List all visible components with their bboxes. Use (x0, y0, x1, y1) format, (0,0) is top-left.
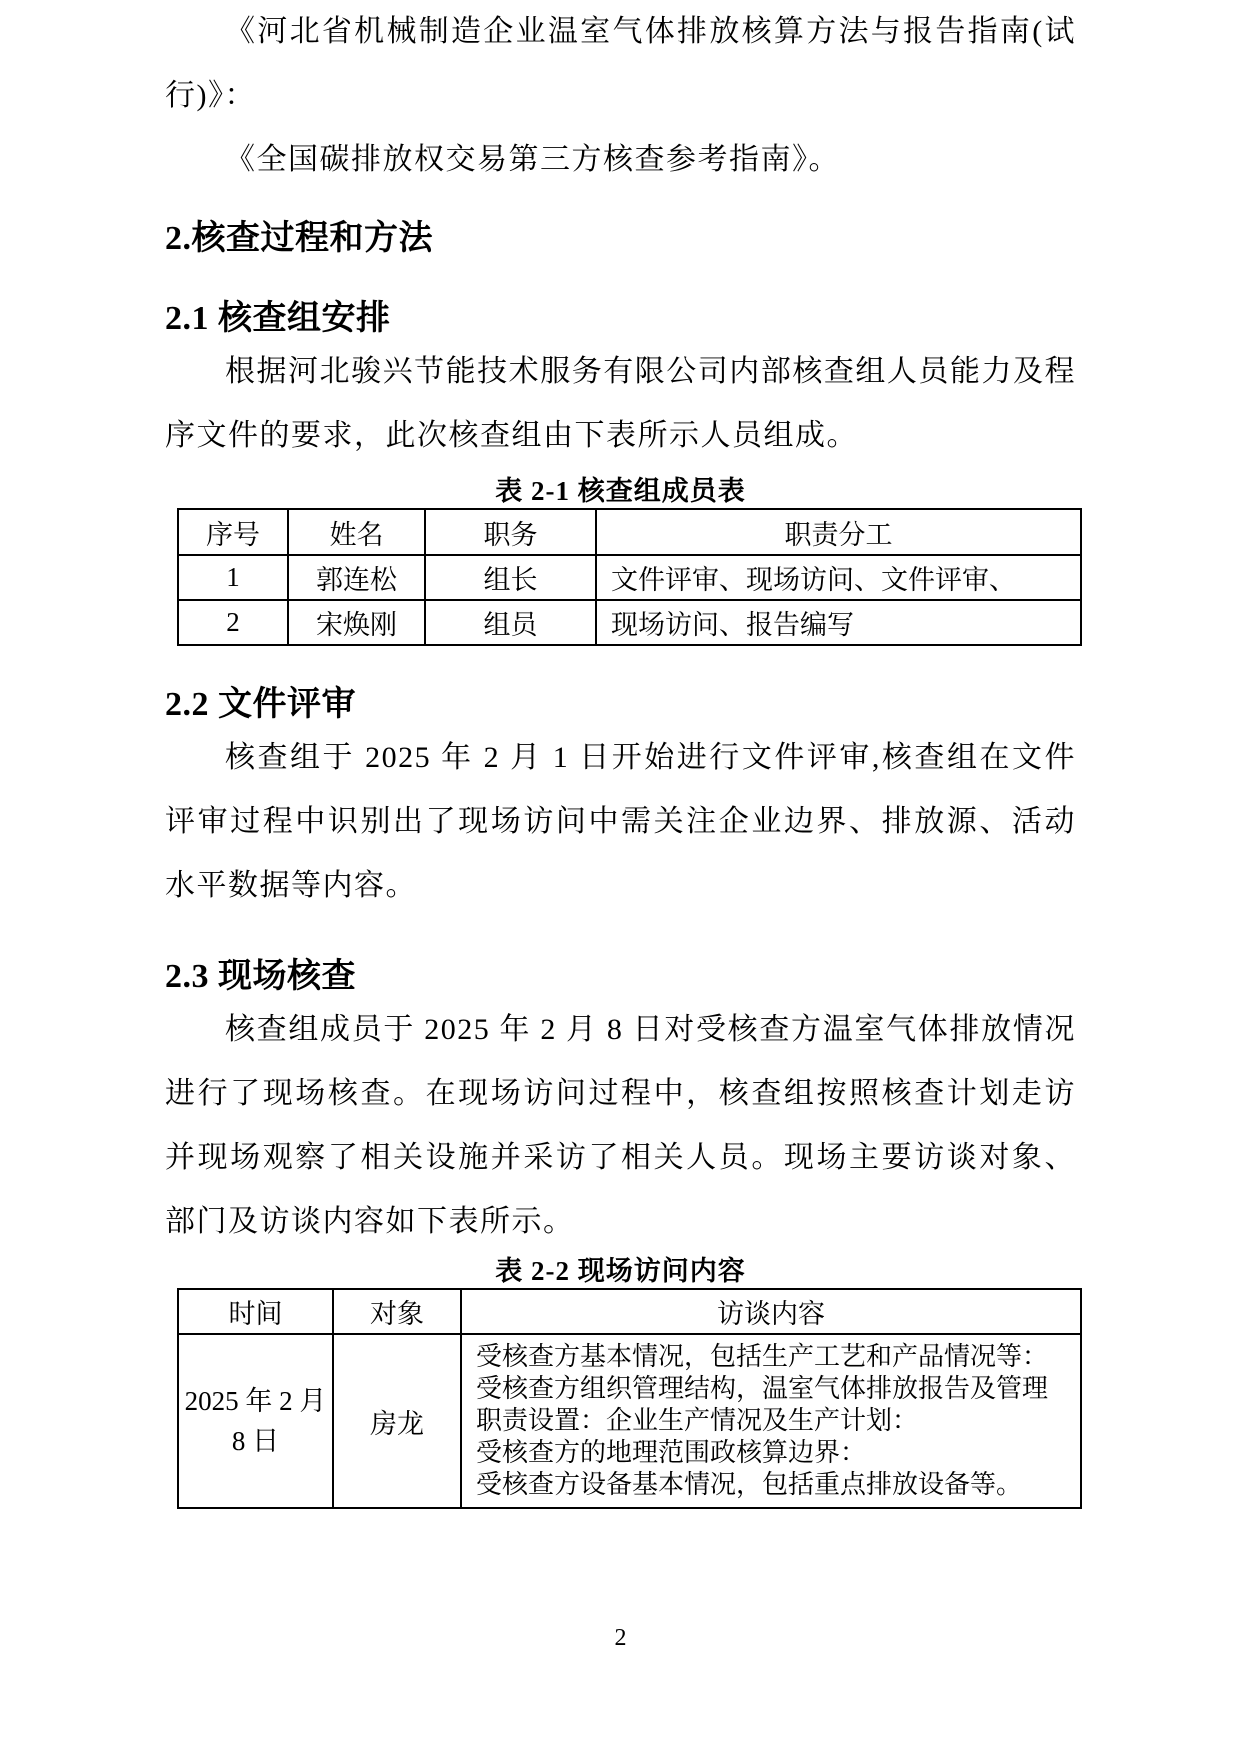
interview-content-line: 受核查方基本情况，包括生产工艺和产品情况等： (476, 1342, 1049, 1371)
column-header-xingming: 姓名 (288, 509, 425, 555)
reference-item-2: 《全国碳排放权交易第三方核查参考指南》。 (225, 143, 840, 176)
column-header-xuhao: 序号 (178, 509, 288, 555)
table-row (178, 555, 1081, 600)
section-2-2-paragraph: 核查组于 2025 年 2 月 1 日开始进行文件评审,核查组在文件评审过程中识别出了现场访问中需关注企业边界、排放源、活动水平数据等内容。 (165, 741, 1076, 902)
column-header-zhiwu: 职务 (425, 509, 596, 555)
section-2-3-heading: 2.3 现场核查 (165, 958, 356, 995)
table-2-1 (177, 508, 1082, 646)
table-row (178, 600, 1081, 645)
cell-duties: 文件评审、现场访问、文件评审、 (596, 555, 1081, 600)
column-header-shijian: 时间 (178, 1289, 333, 1334)
table-2-2-caption: 表 2-2 现场访问内容 (495, 1256, 746, 1286)
interview-content-line: 受核查方的地理范围政核算边界： (476, 1438, 867, 1467)
cell-interview-content (461, 1334, 1081, 1508)
cell-name: 宋焕刚 (288, 600, 425, 645)
reference-item-1: 《河北省机械制造企业温室气体排放核算方法与报告指南(试行)》： (165, 15, 1076, 112)
section-2-3-paragraph: 核查组成员于 2025 年 2 月 8 日对受核查方温室气体排放情况进行了现场核查。在现场访问过程中，核查组按照核查计划走访并现场观察了相关设施并采访了相关人员。现场主要访谈对象、部门及访谈内容如下表所示。 (165, 1013, 1076, 1238)
column-header-duixiang: 对象 (333, 1289, 461, 1334)
section-2-heading: 2.核查过程和方法 (165, 220, 433, 257)
section-2-1-heading: 2.1 核查组安排 (165, 300, 391, 337)
cell-index: 2 (178, 600, 288, 645)
table-2-2 (177, 1288, 1082, 1509)
cell-role: 组长 (425, 555, 596, 600)
table-row (178, 1334, 1081, 1508)
column-header-zhize: 职责分工 (596, 509, 1081, 555)
page-content (165, 0, 1076, 1509)
table-2-2-header-row (178, 1289, 1081, 1334)
cell-index: 1 (178, 555, 288, 600)
cell-role: 组员 (425, 600, 596, 645)
cell-name: 郭连松 (288, 555, 425, 600)
section-2-1-paragraph: 根据河北骏兴节能技术服务有限公司内部核查组人员能力及程序文件的要求，此次核查组由下表所示人员组成。 (165, 355, 1076, 452)
cell-interview-date: 2025 年 2 月 8 日 (178, 1334, 333, 1508)
interview-content-line: 受核查方组织管理结构，温室气体排放报告及管理职责设置：企业生产情况及生产计划： (476, 1374, 1049, 1435)
page-number: 2 (614, 1625, 627, 1651)
table-2-1-caption: 表 2-1 核查组成员表 (495, 476, 746, 506)
column-header-fangtan: 访谈内容 (461, 1289, 1081, 1334)
interview-content-line: 受核查方设备基本情况，包括重点排放设备等。 (476, 1470, 1023, 1499)
section-2-2-heading: 2.2 文件评审 (165, 686, 356, 723)
table-2-1-header-row (178, 509, 1081, 555)
cell-duties: 现场访问、报告编写 (596, 600, 1081, 645)
cell-interviewee: 房龙 (333, 1334, 461, 1508)
